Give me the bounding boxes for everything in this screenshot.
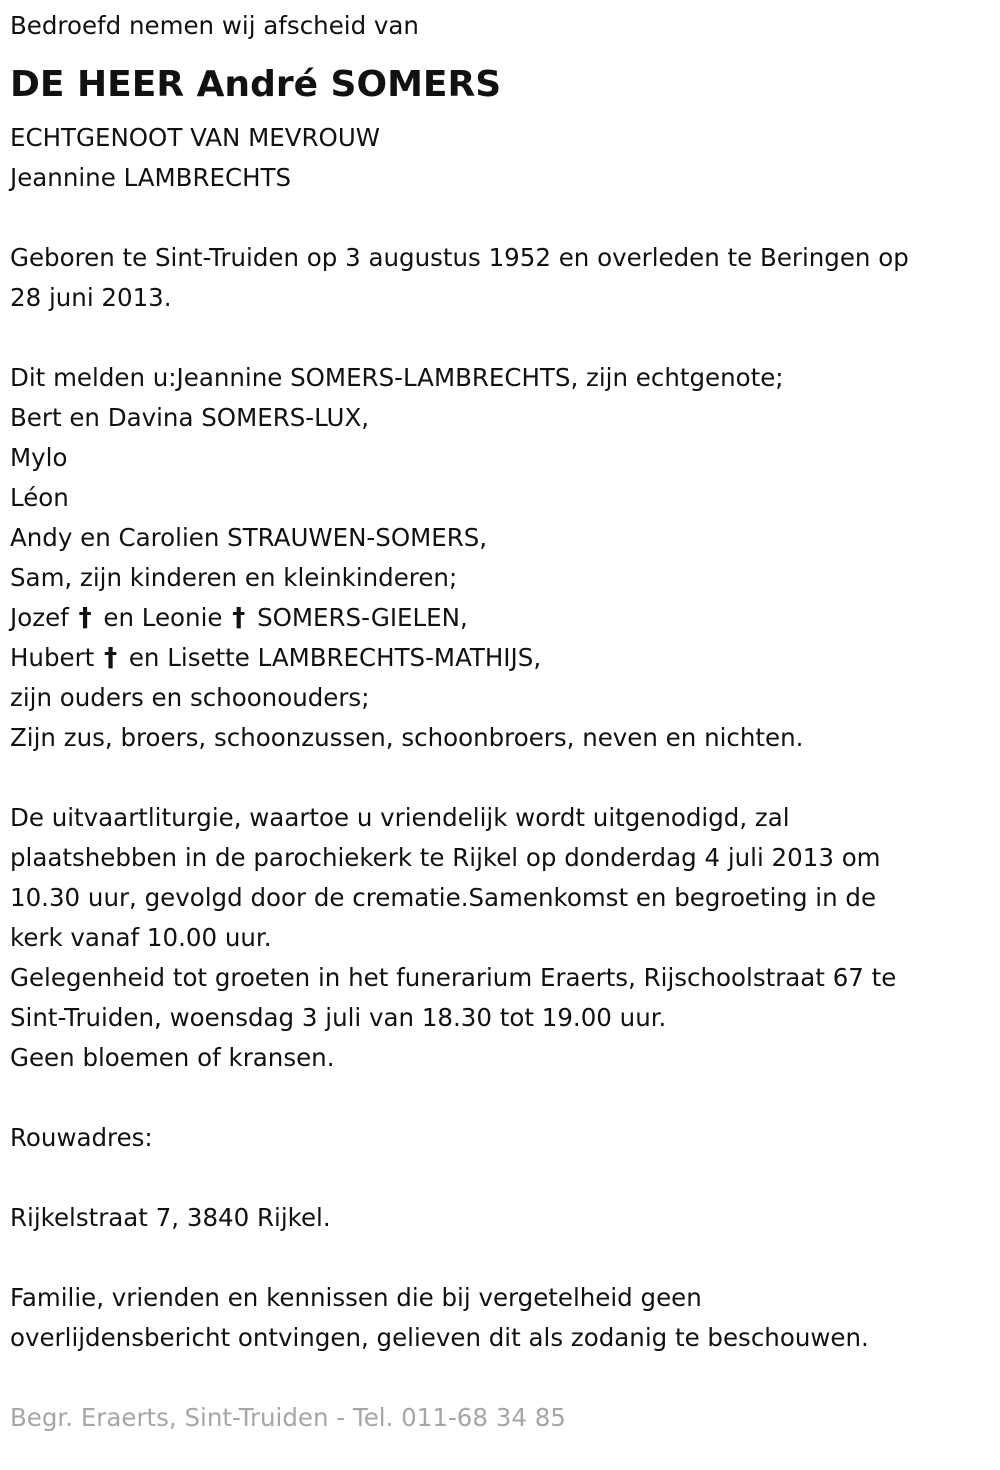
spacer <box>10 1158 990 1198</box>
deceased-name: DE HEER André SOMERS <box>10 64 502 105</box>
spacer <box>10 318 990 358</box>
family-line: Sam, zijn kinderen en kleinkinderen; <box>10 563 458 592</box>
birth-death-line: 28 juni 2013. <box>10 283 172 312</box>
family-name: en Lisette LAMBRECHTS-MATHIJS, <box>128 643 542 672</box>
spacer <box>10 758 990 798</box>
family-name: en Leonie <box>103 603 223 632</box>
closing-line: overlijdensbericht ontvingen, gelieven dit als zodanig te beschouwen. <box>10 1323 869 1352</box>
family-line: Zijn zus, broers, schoonzussen, schoonbroers, neven en nichten. <box>10 723 804 752</box>
funeral-line: Sint-Truiden, woensdag 3 juli van 18.30 tot 19.00 uur. <box>10 1003 667 1032</box>
family-line: Dit melden u:Jeannine SOMERS-LAMBRECHTS, zijn echtgenote; <box>10 363 784 392</box>
family-name: Hubert <box>10 643 95 672</box>
funeral-line: plaatshebben in de parochiekerk te Rijkel op donderdag 4 juli 2013 om <box>10 843 881 872</box>
family-name: Jozef <box>10 603 69 632</box>
spacer <box>10 1078 990 1118</box>
family-line <box>10 638 990 678</box>
spouse-title: ECHTGENOOT VAN MEVROUW <box>10 123 381 152</box>
closing-line: Familie, vrienden en kennissen die bij vergetelheid geen <box>10 1283 702 1312</box>
funeral-line: Geen bloemen of kransen. <box>10 1043 335 1072</box>
birth-death-line: Geboren te Sint-Truiden op 3 augustus 1952 en overleden te Beringen op <box>10 243 909 272</box>
cross-icon: † <box>78 603 92 633</box>
cross-icon: † <box>232 603 246 633</box>
spouse-name: Jeannine LAMBRECHTS <box>10 163 292 192</box>
family-line: Bert en Davina SOMERS-LUX, <box>10 403 370 432</box>
family-line: zijn ouders en schoonouders; <box>10 683 370 712</box>
family-name: SOMERS-GIELEN, <box>257 603 468 632</box>
cross-icon: † <box>104 643 118 673</box>
funeral-line: De uitvaartliturgie, waartoe u vriendelijk wordt uitgenodigd, zal <box>10 803 790 832</box>
intro-text: Bedroefd nemen wij afscheid van <box>10 11 419 40</box>
funeral-line: 10.30 uur, gevolgd door de crematie.Samenkomst en begroeting in de <box>10 883 877 912</box>
funeral-line: kerk vanaf 10.00 uur. <box>10 923 272 952</box>
funeral-details <box>10 798 990 1078</box>
funeral-home-footer: Begr. Eraerts, Sint-Truiden - Tel. 011-68 34 85 <box>10 1403 566 1432</box>
address-label: Rouwadres: <box>10 1123 153 1152</box>
family-list <box>10 358 990 758</box>
family-line <box>10 598 990 638</box>
mourning-address: Rijkelstraat 7, 3840 Rijkel. <box>10 1203 331 1232</box>
family-line: Andy en Carolien STRAUWEN-SOMERS, <box>10 523 488 552</box>
funeral-line: Gelegenheid tot groeten in het funerarium Eraerts, Rijschoolstraat 67 te <box>10 963 897 992</box>
spacer <box>10 1358 990 1398</box>
spacer <box>10 198 990 238</box>
family-line: Léon <box>10 483 69 512</box>
spacer <box>10 1238 990 1278</box>
family-line: Mylo <box>10 443 68 472</box>
